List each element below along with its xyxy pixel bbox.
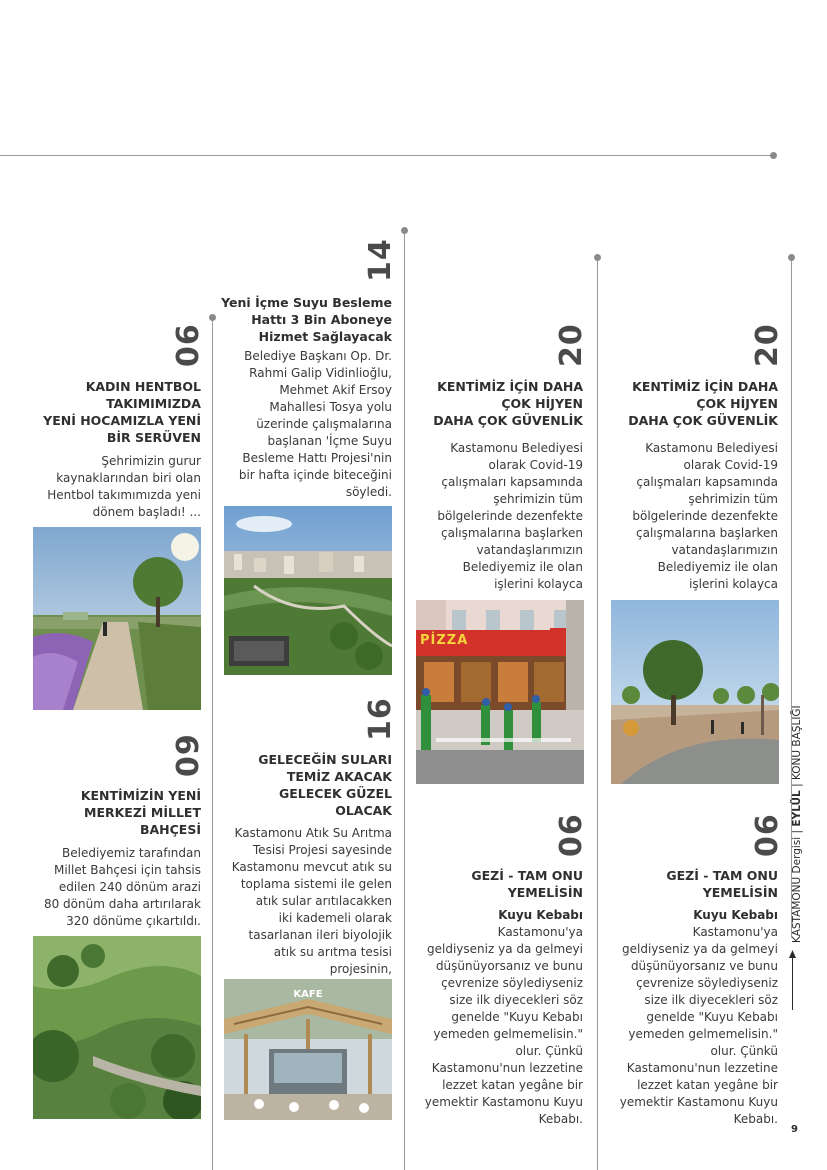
article-page-number: 09	[171, 733, 206, 777]
article-page-number: 06	[554, 813, 589, 857]
column-line-4-dot	[788, 254, 795, 261]
sidebar-running-head	[791, 705, 803, 943]
garden-path-photo	[33, 527, 201, 710]
article-page-number: 20	[554, 323, 589, 367]
article-page-number: 20	[750, 323, 785, 367]
issue-month: EYLÜL	[791, 790, 803, 827]
park-hillside-photo	[33, 936, 201, 1119]
column-line-2-dot	[401, 227, 408, 234]
magazine-name: KASTAMONU Dergisi	[791, 836, 803, 943]
article-page-number: 14	[363, 238, 398, 282]
article-page-number: 06	[171, 323, 206, 367]
article-title: GELECEĞİN SULARI TEMİZ AKACAK GELECEK GÜZEL OLACAK	[258, 752, 392, 818]
section-name: KONU BAŞLIĞI	[791, 705, 803, 781]
article-title: KENTİMİZ İÇİN DAHA ÇOK HİJYEN DAHA ÇOK GÜVENLİK	[433, 379, 583, 428]
article-summary: Kastamonu'ya geldiyseniz ya da gelmeyi düşünüyorsanız ve bunu çevrenize söylediyseniz size ilk diyecekleri söz genelde "Kuyu Kebabı yemeden gelmemelisin." olur. Çünkü Kastamonu'nun lezzetine lezzet katan yegâne bir yemektir Kastamonu Kuyu Kebabı.	[424, 925, 583, 1126]
article-title: KADIN HENTBOL TAKIMIMIZDA YENİ HOCAMIZLA YENİ BİR SERÜVEN	[43, 379, 201, 445]
article-title: Yeni İçme Suyu Besleme Hattı 3 Bin Aboneye Hizmet Sağlayacak	[221, 295, 392, 344]
article-summary: Kastamonu Atık Su Arıtma Tesisi Projesi sayesinde Kastamonu mevcut atık su toplama sistemi ile gelen atık sular arıtılacakken iki kademeli olarak tasarlanan ileri biyolojik atık su arıtma tesisi projesinin,	[231, 826, 392, 976]
kafe-pavilion-photo	[224, 979, 392, 1120]
article-subtitle: Kuyu Kebabı	[498, 908, 583, 922]
article-page-number: 16	[363, 697, 398, 741]
article-title: GEZİ - TAM ONU YEMELİSİN	[666, 868, 778, 900]
top-rule-dot	[770, 152, 777, 159]
street-disinfection-photo	[416, 600, 584, 784]
separator: |	[791, 829, 803, 834]
article-summary: Kastamonu Belediyesi olarak Covid-19 çalışmaları kapsamında şehrimizin tüm bölgelerinde dezenfekte çalışmalarına başlarken vatandaşlarımızın Belediyemiz ile olan işlerini kolayca	[437, 441, 583, 591]
article-summary: Kastamonu Belediyesi olarak Covid-19 çalışmaları kapsamında şehrimizin tüm bölgelerinde dezenfekte çalışmalarına başlarken vatandaşlarımızın Belediyemiz ile olan işlerini kolayca	[632, 441, 778, 591]
plaza-park-photo	[611, 600, 779, 784]
article-summary: Belediyemiz tarafından Millet Bahçesi için tahsis edilen 240 dönüm arazi 80 dönüm daha artırılarak 320 dönüme çıkartıldı.	[43, 846, 201, 928]
article-summary: Belediye Başkanı Op. Dr. Rahmi Galip Vidinlioğlu, Mehmet Akif Ersoy Mahallesi Tosya yolu üzerinde çalışmalarına başlanan 'İçme Suyu Besleme Hattı Projesi'nin bir hafta içinde biteceğini söyledi.	[238, 349, 392, 499]
separator: |	[791, 783, 803, 787]
article-page-number: 06	[750, 813, 785, 857]
article-summary: Şehrimizin gurur kaynaklarından biri olan Hentbol takımımızda yeni dönem başladı! ...	[47, 454, 201, 519]
article-subtitle: Kuyu Kebabı	[693, 908, 778, 922]
kafe-sign: KAFE	[293, 989, 323, 1000]
sidebar-arrow-icon	[789, 950, 796, 1010]
article-title: KENTİMİZİN YENİ MERKEZİ MİLLET BAHÇESİ	[80, 788, 201, 837]
column-line-3-dot	[594, 254, 601, 261]
page-folio: 9	[791, 1124, 798, 1135]
city-aerial-photo	[224, 506, 392, 675]
top-rule	[0, 155, 772, 156]
shop-sign: PİZZA	[420, 633, 469, 648]
article-summary: Kastamonu'ya geldiyseniz ya da gelmeyi düşünüyorsanız ve bunu çevrenize söylediyseniz size ilk diyecekleri söz genelde "Kuyu Kebabı yemeden gelmemelisin." olur. Çünkü Kastamonu'nun lezzetine lezzet katan yegâne bir yemektir Kastamonu Kuyu Kebabı.	[619, 925, 778, 1126]
article-title: KENTİMİZ İÇİN DAHA ÇOK HİJYEN DAHA ÇOK GÜVENLİK	[628, 379, 778, 428]
article-title: GEZİ - TAM ONU YEMELİSİN	[471, 868, 583, 900]
